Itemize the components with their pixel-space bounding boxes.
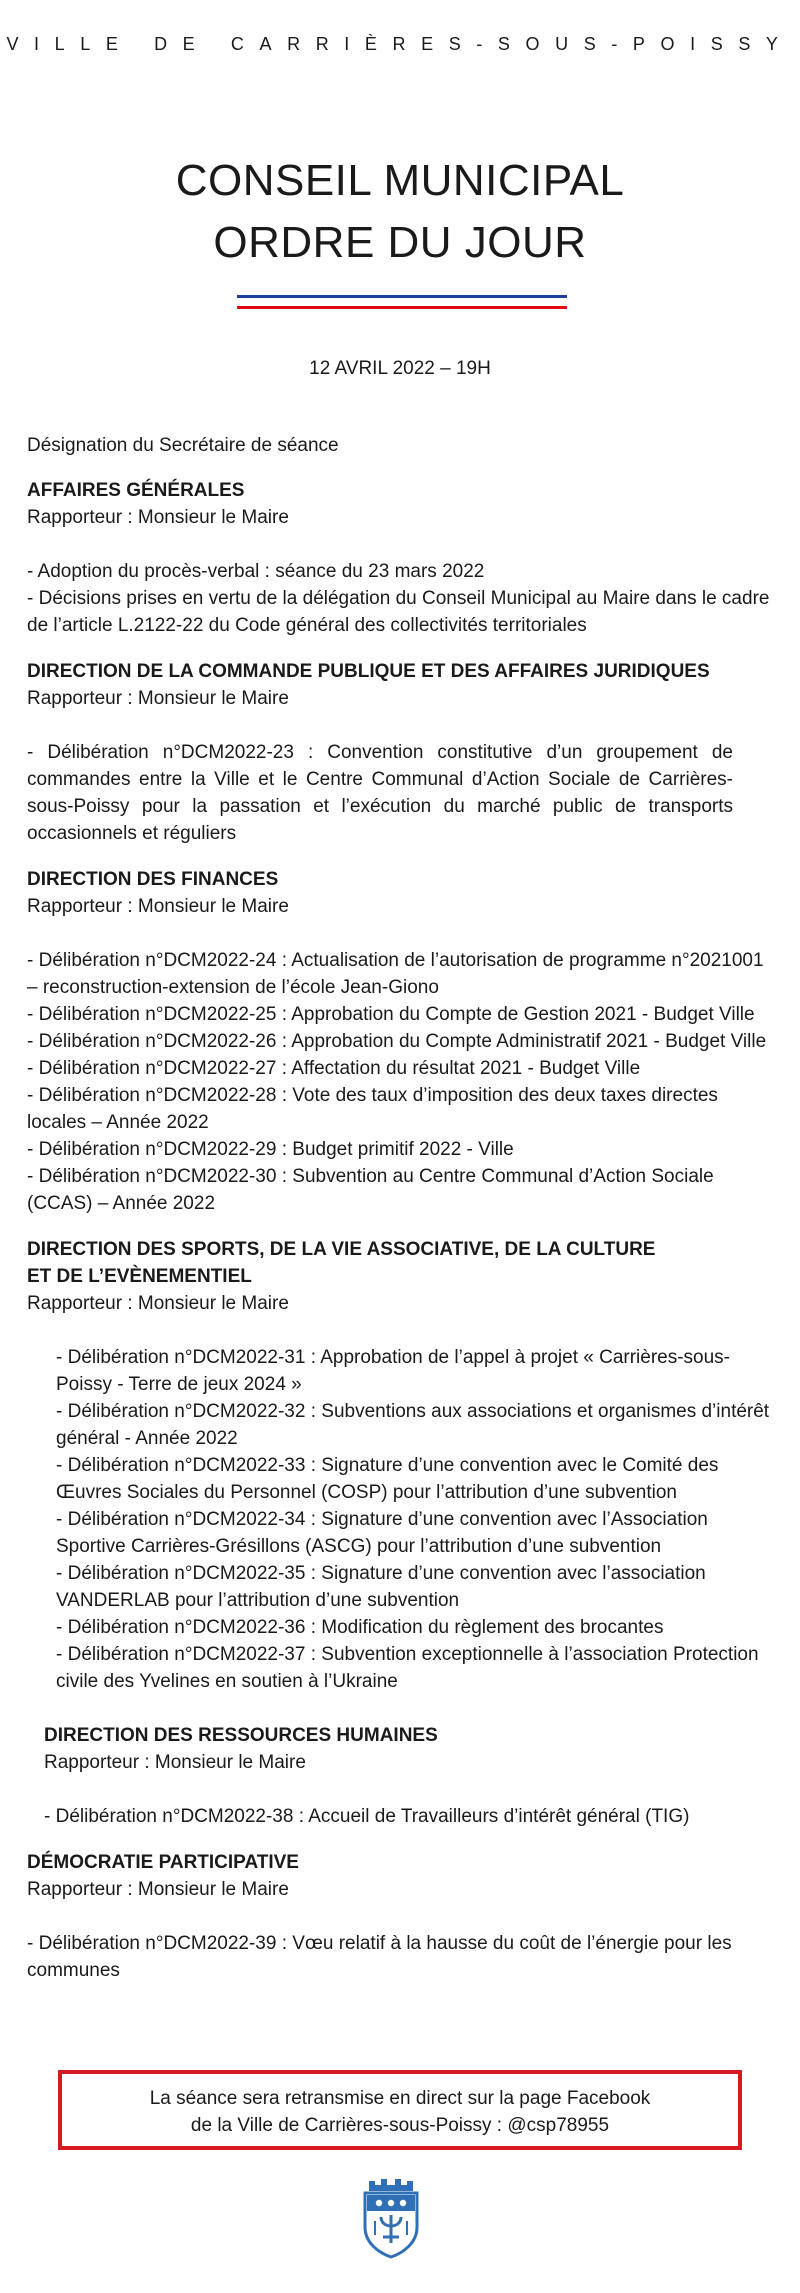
section-title: DÉMOCRATIE PARTICIPATIVE (27, 1852, 299, 1873)
agenda-item-list (27, 1344, 772, 1695)
agenda-item: - Délibération n°DCM2022-29 : Budget primitif 2022 - Ville (27, 1139, 514, 1160)
section-affaires-generales (27, 477, 772, 639)
agenda-item: - Délibération n°DCM2022-35 : Signature d’une convention avec l’association VANDERLAB pour l’attribution d’une subvention (56, 1563, 706, 1611)
agenda-item: - Délibération n°DCM2022-23 : Convention constitutive d’un groupement de commandes entre la Ville et le Centre Communal d’Action Sociale de Carrières-sous-Poissy pour la passation et l’exécution du marché public de transports occasionnels et réguliers (27, 742, 733, 844)
city-coat-of-arms-icon (361, 2177, 421, 2259)
agenda-item: - Délibération n°DCM2022-39 : Vœu relatif à la hausse du coût de l’énergie pour les communes (27, 1933, 732, 1981)
notice-line-1: La séance sera retransmise en direct sur la page Facebook (149, 2088, 651, 2109)
section-title: DIRECTION DE LA COMMANDE PUBLIQUE ET DES AFFAIRES JURIDIQUES (27, 661, 710, 682)
agenda-item: - Délibération n°DCM2022-36 : Modification du règlement des brocantes (56, 1617, 664, 1638)
agenda-content (27, 432, 772, 2003)
title-line-1: CONSEIL MUNICIPAL (175, 156, 625, 205)
section-rapporteur: Rapporteur : Monsieur le Maire (27, 507, 289, 528)
flag-stripe-blue (237, 295, 567, 298)
agenda-item: - Délibération n°DCM2022-38 : Accueil de Travailleurs d’intérêt général (TIG) (44, 1806, 690, 1827)
agenda-item: - Délibération n°DCM2022-30 : Subvention au Centre Communal d’Action Sociale (CCAS) – Année 2022 (27, 1166, 714, 1214)
secretaire-designation: Désignation du Secrétaire de séance (27, 435, 339, 456)
city-name: VILLE DE CARRIÈRES-SOUS-POISSY (6, 34, 794, 54)
section-sports-culture (27, 1236, 772, 1695)
agenda-item: - Décisions prises en vertu de la délégation du Conseil Municipal au Maire dans le cadre de l’article L.2122-22 du Code général des collectivités territoriales (27, 588, 770, 636)
section-finances (27, 866, 772, 1217)
meeting-date: 12 AVRIL 2022 – 19H (309, 358, 491, 379)
section-rapporteur: Rapporteur : Monsieur le Maire (44, 1752, 306, 1773)
section-title-line-1: DIRECTION DES SPORTS, DE LA VIE ASSOCIATIVE, DE LA CULTURE (27, 1239, 656, 1260)
section-title-line-2: ET DE L’EVÈNEMENTIEL (27, 1266, 252, 1287)
section-title: DIRECTION DES RESSOURCES HUMAINES (44, 1725, 438, 1746)
agenda-item: - Délibération n°DCM2022-32 : Subventions aux associations et organismes d’intérêt général - Année 2022 (56, 1401, 770, 1449)
section-democratie-participative (27, 1849, 772, 1984)
notice-line-2: de la Ville de Carrières-sous-Poissy : @csp78955 (190, 2115, 610, 2136)
flag-stripe-red (237, 306, 567, 309)
agenda-item: - Délibération n°DCM2022-37 : Subvention exceptionnelle à l’association Protection civile des Yvelines en soutien à l’Ukraine (56, 1644, 759, 1692)
agenda-item: - Délibération n°DCM2022-24 : Actualisation de l’autorisation de programme n°2021001 – reconstruction-extension de l’école Jean-Giono (27, 950, 764, 998)
agenda-item: - Délibération n°DCM2022-25 : Approbation du Compte de Gestion 2021 - Budget Ville (27, 1004, 755, 1025)
agenda-item: - Délibération n°DCM2022-28 : Vote des taux d’imposition des deux taxes directes locales – Année 2022 (27, 1085, 718, 1133)
facebook-broadcast-notice (58, 2070, 742, 2150)
section-commande-publique (27, 658, 772, 847)
title-line-2: ORDRE DU JOUR (213, 218, 587, 267)
section-rapporteur: Rapporteur : Monsieur le Maire (27, 1879, 289, 1900)
agenda-item: - Délibération n°DCM2022-26 : Approbation du Compte Administratif 2021 - Budget Ville (27, 1031, 767, 1052)
page-title (0, 150, 800, 274)
agenda-item: - Adoption du procès-verbal : séance du 23 mars 2022 (27, 561, 485, 582)
section-rapporteur: Rapporteur : Monsieur le Maire (27, 896, 289, 917)
agenda-item: - Délibération n°DCM2022-31 : Approbation de l’appel à projet « Carrières-sous-Poissy - Terre de jeux 2024 » (56, 1347, 731, 1395)
section-rapporteur: Rapporteur : Monsieur le Maire (27, 1293, 289, 1314)
section-rapporteur: Rapporteur : Monsieur le Maire (27, 688, 289, 709)
section-ressources-humaines (27, 1722, 772, 1830)
agenda-item: - Délibération n°DCM2022-34 : Signature d’une convention avec l’Association Sportive Carrières-Grésillons (ASCG) pour l’attribution d’une subvention (56, 1509, 708, 1557)
agenda-item: - Délibération n°DCM2022-27 : Affectation du résultat 2021 - Budget Ville (27, 1058, 641, 1079)
section-title: AFFAIRES GÉNÉRALES (27, 480, 245, 501)
agenda-item: - Délibération n°DCM2022-33 : Signature d’une convention avec le Comité des Œuvres Sociales du Personnel (COSP) pour l’attribution d’une subvention (56, 1455, 719, 1503)
section-title: DIRECTION DES FINANCES (27, 869, 279, 890)
